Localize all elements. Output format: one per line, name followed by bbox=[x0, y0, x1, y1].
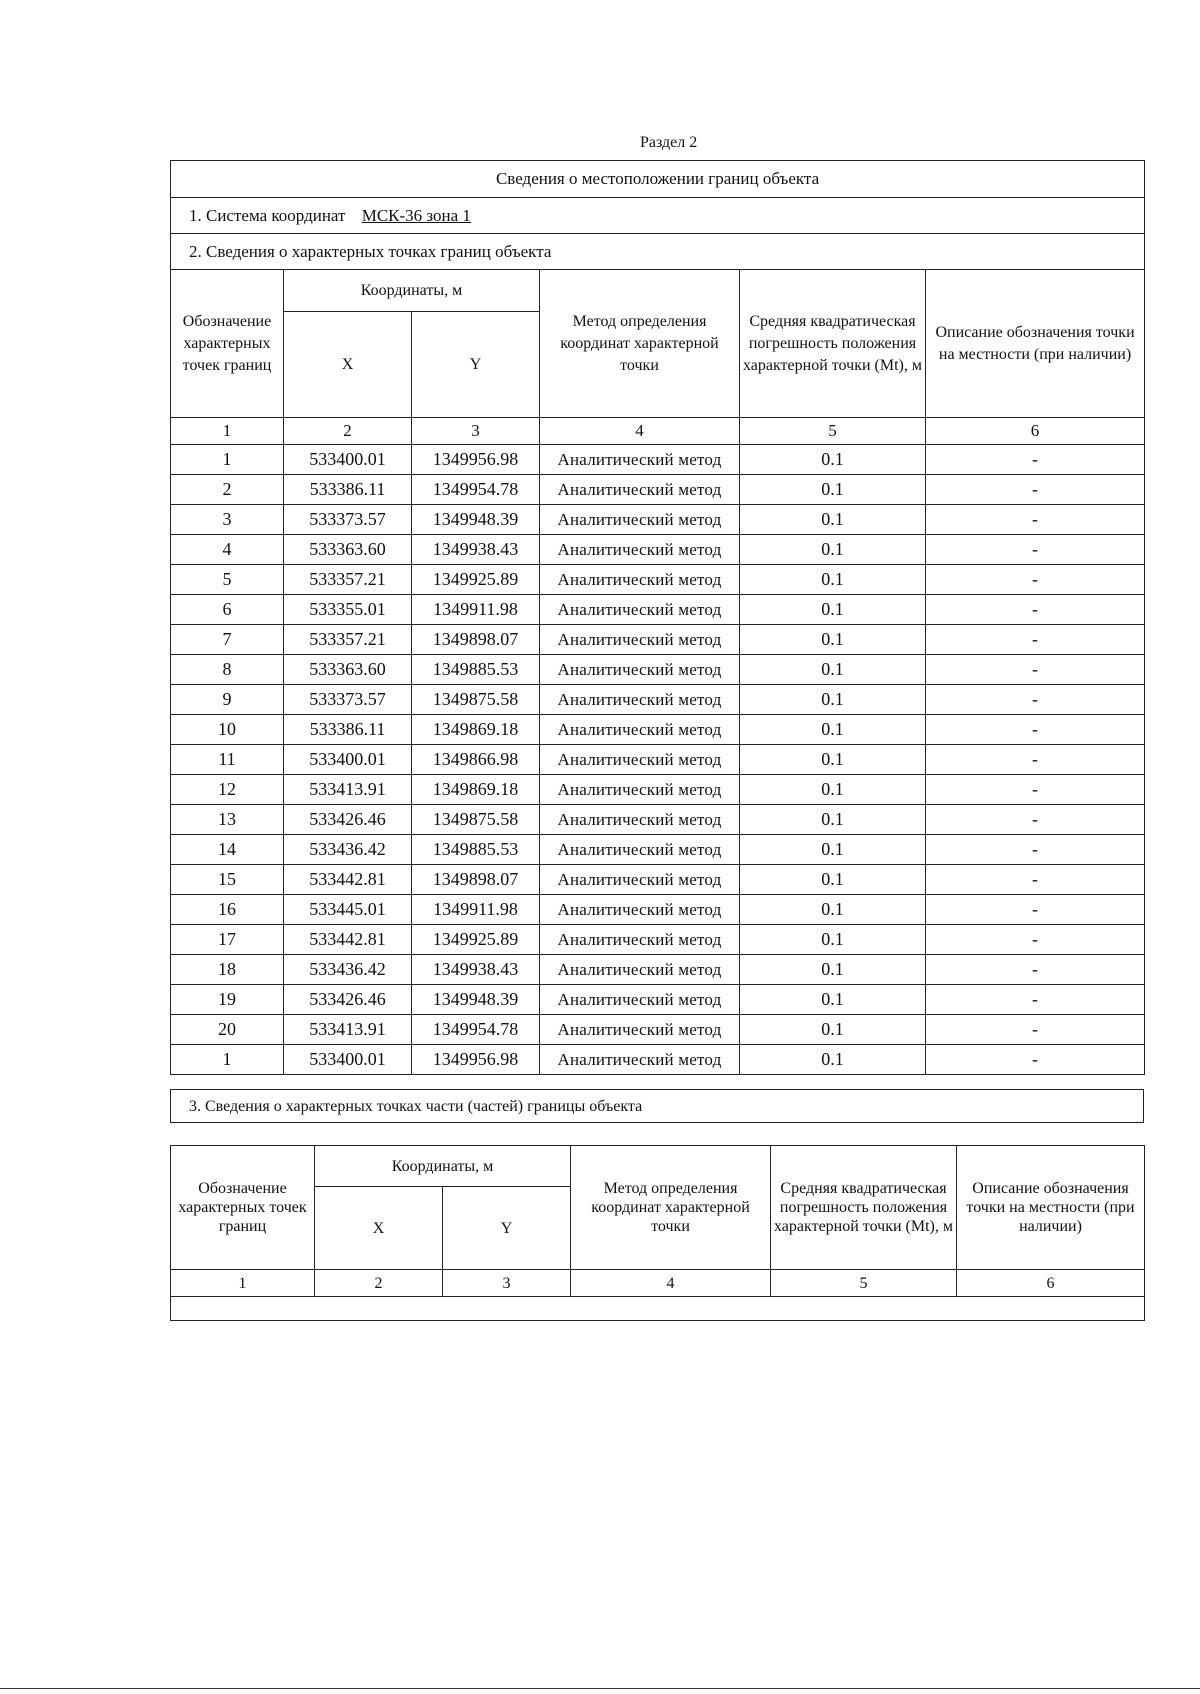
table-row bbox=[171, 835, 1145, 865]
table-row bbox=[171, 505, 1145, 535]
col-number: 4 bbox=[571, 1270, 771, 1297]
points-section-label: 2. Сведения о характерных точках границ объекта bbox=[171, 234, 1145, 270]
cell-method: Аналитический метод bbox=[540, 955, 740, 985]
cell-x: 533357.21 bbox=[284, 565, 412, 595]
coord-system-row bbox=[171, 198, 1145, 234]
cell-method: Аналитический метод bbox=[540, 805, 740, 835]
cell-description: - bbox=[926, 1015, 1145, 1045]
header-designation: Обозначение характерных точек границ bbox=[171, 1146, 315, 1270]
cell-x: 533436.42 bbox=[284, 835, 412, 865]
cell-y: 1349956.98 bbox=[412, 1045, 540, 1075]
cell-method: Аналитический метод bbox=[540, 775, 740, 805]
cell-x: 533413.91 bbox=[284, 1015, 412, 1045]
cell-error: 0.1 bbox=[740, 1015, 926, 1045]
cell-x: 533413.91 bbox=[284, 775, 412, 805]
cell-description: - bbox=[926, 745, 1145, 775]
coord-system-label: 1. Система координат bbox=[189, 205, 346, 225]
col-number: 3 bbox=[443, 1270, 571, 1297]
cell-point-id: 17 bbox=[171, 925, 284, 955]
cell-description: - bbox=[926, 715, 1145, 745]
cell-x: 533373.57 bbox=[284, 685, 412, 715]
coord-system-value: МСК-36 зона 1 bbox=[361, 205, 471, 225]
table-row bbox=[171, 565, 1145, 595]
cell-method: Аналитический метод bbox=[540, 1045, 740, 1075]
header-method: Метод определения координат характерной точки bbox=[540, 270, 740, 418]
cell-error: 0.1 bbox=[740, 955, 926, 985]
cell-point-id: 4 bbox=[171, 535, 284, 565]
table-row bbox=[171, 655, 1145, 685]
header-y: Y bbox=[412, 312, 540, 418]
cell-description: - bbox=[926, 505, 1145, 535]
cell-y: 1349898.07 bbox=[412, 865, 540, 895]
cell-method: Аналитический метод bbox=[540, 925, 740, 955]
section3-label: 3. Сведения о характерных точках части (частей) границы объекта bbox=[170, 1089, 1144, 1123]
cell-y: 1349956.98 bbox=[412, 445, 540, 475]
cell-method: Аналитический метод bbox=[540, 445, 740, 475]
page-bottom-line bbox=[0, 1688, 1200, 1689]
cell-y: 1349938.43 bbox=[412, 955, 540, 985]
cell-x: 533426.46 bbox=[284, 805, 412, 835]
cell-description: - bbox=[926, 1045, 1145, 1075]
cell-y: 1349869.18 bbox=[412, 775, 540, 805]
cell-method: Аналитический метод bbox=[540, 895, 740, 925]
header-y: Y bbox=[443, 1187, 571, 1270]
table-row bbox=[171, 955, 1145, 985]
header-coords: Координаты, м bbox=[315, 1146, 571, 1187]
cell-error: 0.1 bbox=[740, 565, 926, 595]
cell-error: 0.1 bbox=[740, 835, 926, 865]
section-title: Раздел 2 bbox=[640, 134, 698, 151]
cell-y: 1349925.89 bbox=[412, 925, 540, 955]
cell-y: 1349875.58 bbox=[412, 805, 540, 835]
cell-method: Аналитический метод bbox=[540, 565, 740, 595]
cell-y: 1349866.98 bbox=[412, 745, 540, 775]
col-number: 5 bbox=[771, 1270, 957, 1297]
cell-description: - bbox=[926, 895, 1145, 925]
cell-y: 1349885.53 bbox=[412, 835, 540, 865]
table-row bbox=[171, 865, 1145, 895]
header-designation: Обозначение характерных точек границ bbox=[171, 270, 284, 418]
header-method: Метод определения координат характерной точки bbox=[571, 1146, 771, 1270]
cell-method: Аналитический метод bbox=[540, 655, 740, 685]
cell-error: 0.1 bbox=[740, 445, 926, 475]
cell-x: 533442.81 bbox=[284, 865, 412, 895]
cell-description: - bbox=[926, 445, 1145, 475]
col-number: 1 bbox=[171, 418, 284, 445]
cell-description: - bbox=[926, 685, 1145, 715]
cell-error: 0.1 bbox=[740, 745, 926, 775]
cell-point-id: 9 bbox=[171, 685, 284, 715]
cell-x: 533386.11 bbox=[284, 475, 412, 505]
cell-error: 0.1 bbox=[740, 985, 926, 1015]
cell-point-id: 19 bbox=[171, 985, 284, 1015]
table-row bbox=[171, 445, 1145, 475]
cell-error: 0.1 bbox=[740, 805, 926, 835]
cell-method: Аналитический метод bbox=[540, 505, 740, 535]
boundary-points-table bbox=[170, 160, 1145, 1075]
cell-method: Аналитический метод bbox=[540, 835, 740, 865]
header-x: X bbox=[315, 1187, 443, 1270]
header-x: X bbox=[284, 312, 412, 418]
table-row bbox=[171, 925, 1145, 955]
cell-y: 1349885.53 bbox=[412, 655, 540, 685]
cell-method: Аналитический метод bbox=[540, 535, 740, 565]
cell-description: - bbox=[926, 655, 1145, 685]
cell-x: 533363.60 bbox=[284, 535, 412, 565]
cell-x: 533355.01 bbox=[284, 595, 412, 625]
col-number: 6 bbox=[957, 1270, 1145, 1297]
cell-description: - bbox=[926, 805, 1145, 835]
cell-point-id: 1 bbox=[171, 445, 284, 475]
cell-description: - bbox=[926, 925, 1145, 955]
cell-y: 1349938.43 bbox=[412, 535, 540, 565]
cell-error: 0.1 bbox=[740, 775, 926, 805]
cell-x: 533426.46 bbox=[284, 985, 412, 1015]
cell-x: 533400.01 bbox=[284, 745, 412, 775]
table-row bbox=[171, 715, 1145, 745]
table-row bbox=[171, 805, 1145, 835]
cell-y: 1349925.89 bbox=[412, 565, 540, 595]
cell-error: 0.1 bbox=[740, 925, 926, 955]
cell-error: 0.1 bbox=[740, 715, 926, 745]
cell-y: 1349875.58 bbox=[412, 685, 540, 715]
cell-description: - bbox=[926, 835, 1145, 865]
col-number: 6 bbox=[926, 418, 1145, 445]
header-error: Средняя квадратическая погрешность положения характерной точки (Mt), м bbox=[771, 1146, 957, 1270]
table-row bbox=[171, 625, 1145, 655]
cell-description: - bbox=[926, 535, 1145, 565]
cell-x: 533386.11 bbox=[284, 715, 412, 745]
cell-x: 533400.01 bbox=[284, 445, 412, 475]
cell-description: - bbox=[926, 625, 1145, 655]
col-number: 2 bbox=[315, 1270, 443, 1297]
cell-error: 0.1 bbox=[740, 865, 926, 895]
cell-x: 533442.81 bbox=[284, 925, 412, 955]
cell-point-id: 16 bbox=[171, 895, 284, 925]
cell-x: 533445.01 bbox=[284, 895, 412, 925]
cell-error: 0.1 bbox=[740, 625, 926, 655]
cell-method: Аналитический метод bbox=[540, 685, 740, 715]
table-row bbox=[171, 775, 1145, 805]
header-error: Средняя квадратическая погрешность положения характерной точки (Mt), м bbox=[740, 270, 926, 418]
cell-method: Аналитический метод bbox=[540, 1015, 740, 1045]
cell-x: 533400.01 bbox=[284, 1045, 412, 1075]
cell-method: Аналитический метод bbox=[540, 985, 740, 1015]
cell-point-id: 13 bbox=[171, 805, 284, 835]
cell-point-id: 7 bbox=[171, 625, 284, 655]
header-description: Описание обозначения точки на местности (при наличии) bbox=[926, 270, 1145, 418]
cell-description: - bbox=[926, 985, 1145, 1015]
cell-point-id: 5 bbox=[171, 565, 284, 595]
cell-error: 0.1 bbox=[740, 655, 926, 685]
cell-x: 533357.21 bbox=[284, 625, 412, 655]
cell-y: 1349954.78 bbox=[412, 1015, 540, 1045]
part-boundary-points-table bbox=[170, 1145, 1145, 1321]
cell-point-id: 3 bbox=[171, 505, 284, 535]
cell-point-id: 12 bbox=[171, 775, 284, 805]
cell-method: Аналитический метод bbox=[540, 475, 740, 505]
cell-y: 1349869.18 bbox=[412, 715, 540, 745]
cell-error: 0.1 bbox=[740, 535, 926, 565]
col-number: 5 bbox=[740, 418, 926, 445]
cell-point-id: 18 bbox=[171, 955, 284, 985]
cell-method: Аналитический метод bbox=[540, 865, 740, 895]
table-row bbox=[171, 985, 1145, 1015]
cell-x: 533373.57 bbox=[284, 505, 412, 535]
cell-y: 1349948.39 bbox=[412, 505, 540, 535]
cell-point-id: 8 bbox=[171, 655, 284, 685]
cell-point-id: 15 bbox=[171, 865, 284, 895]
table-row bbox=[171, 1015, 1145, 1045]
col-number: 2 bbox=[284, 418, 412, 445]
cell-description: - bbox=[926, 475, 1145, 505]
cell-x: 533436.42 bbox=[284, 955, 412, 985]
cell-point-id: 11 bbox=[171, 745, 284, 775]
cell-y: 1349911.98 bbox=[412, 895, 540, 925]
cell-description: - bbox=[926, 775, 1145, 805]
cell-y: 1349954.78 bbox=[412, 475, 540, 505]
col-number: 3 bbox=[412, 418, 540, 445]
table-row bbox=[171, 595, 1145, 625]
cell-method: Аналитический метод bbox=[540, 745, 740, 775]
table-row bbox=[171, 685, 1145, 715]
cell-point-id: 10 bbox=[171, 715, 284, 745]
cell-error: 0.1 bbox=[740, 505, 926, 535]
cell-description: - bbox=[926, 565, 1145, 595]
cell-point-id: 2 bbox=[171, 475, 284, 505]
col-number: 4 bbox=[540, 418, 740, 445]
table-row bbox=[171, 1045, 1145, 1075]
cell-method: Аналитический метод bbox=[540, 595, 740, 625]
cell-y: 1349898.07 bbox=[412, 625, 540, 655]
cell-point-id: 6 bbox=[171, 595, 284, 625]
table-row bbox=[171, 535, 1145, 565]
cell-description: - bbox=[926, 595, 1145, 625]
cell-error: 0.1 bbox=[740, 1045, 926, 1075]
cell-x: 533363.60 bbox=[284, 655, 412, 685]
cell-y: 1349948.39 bbox=[412, 985, 540, 1015]
header-description: Описание обозначения точки на местности (при наличии) bbox=[957, 1146, 1145, 1270]
cell-point-id: 20 bbox=[171, 1015, 284, 1045]
cell-error: 0.1 bbox=[740, 685, 926, 715]
header-coords: Координаты, м bbox=[284, 270, 540, 312]
table-row bbox=[171, 475, 1145, 505]
table-title: Сведения о местоположении границ объекта bbox=[171, 161, 1145, 198]
cell-error: 0.1 bbox=[740, 595, 926, 625]
cell-description: - bbox=[926, 865, 1145, 895]
cell-error: 0.1 bbox=[740, 895, 926, 925]
cell-description: - bbox=[926, 955, 1145, 985]
empty-row bbox=[171, 1297, 1145, 1321]
col-number: 1 bbox=[171, 1270, 315, 1297]
cell-method: Аналитический метод bbox=[540, 715, 740, 745]
cell-point-id: 14 bbox=[171, 835, 284, 865]
cell-point-id: 1 bbox=[171, 1045, 284, 1075]
cell-y: 1349911.98 bbox=[412, 595, 540, 625]
cell-method: Аналитический метод bbox=[540, 625, 740, 655]
table-row bbox=[171, 745, 1145, 775]
table-row bbox=[171, 895, 1145, 925]
cell-error: 0.1 bbox=[740, 475, 926, 505]
